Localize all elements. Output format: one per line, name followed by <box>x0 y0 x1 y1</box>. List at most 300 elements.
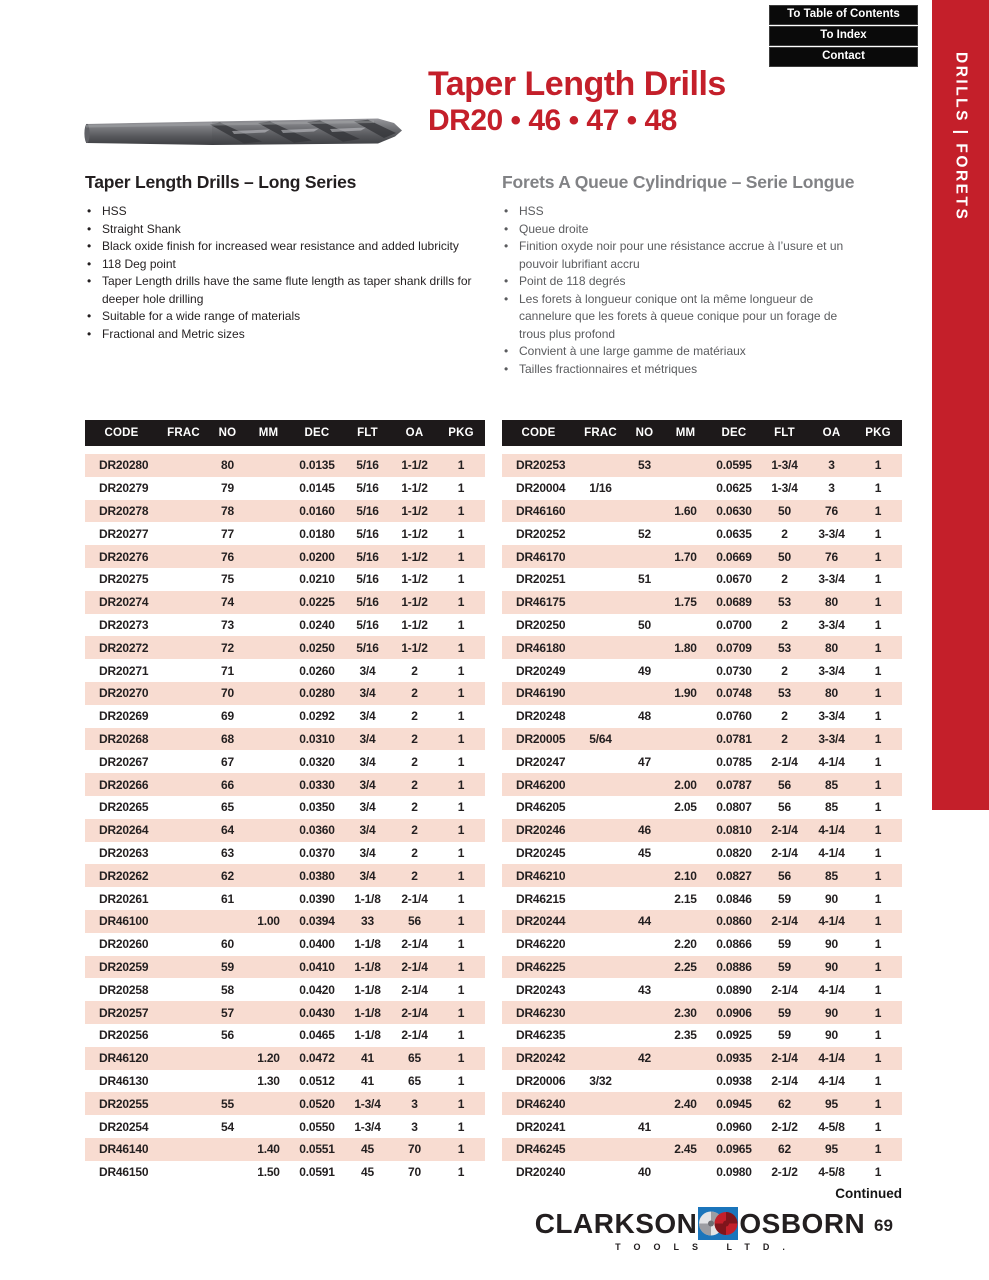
cell-code: DR46240 <box>516 1096 566 1111</box>
cell-code: DR46245 <box>516 1142 566 1157</box>
table-row <box>85 796 485 819</box>
cell-mm: 2.05 <box>674 800 697 815</box>
cell-oa: 2 <box>411 800 418 815</box>
cell-oa: 1-1/2 <box>401 526 428 541</box>
cell-no: 73 <box>221 617 234 632</box>
cell-oa: 65 <box>408 1073 421 1088</box>
cell-dec: 0.0550 <box>299 1119 335 1134</box>
table-row <box>85 522 485 545</box>
cell-flt: 50 <box>778 549 791 564</box>
cell-pkg: 1 <box>457 731 465 746</box>
table-row <box>85 773 485 796</box>
table-body <box>502 454 902 1184</box>
cell-no: 53 <box>638 458 651 473</box>
section-sidebar <box>932 0 989 810</box>
cell-mm: 2.15 <box>674 891 697 906</box>
cell-mm: 2.10 <box>674 868 697 883</box>
table-row <box>85 705 485 728</box>
cell-oa: 2 <box>411 845 418 860</box>
cell-pkg: 1 <box>874 1073 882 1088</box>
cell-no: 44 <box>638 914 651 929</box>
cell-pkg: 1 <box>874 686 882 701</box>
cell-no: 77 <box>221 526 234 541</box>
cell-no: 66 <box>221 777 234 792</box>
cell-code: DR46175 <box>516 595 566 610</box>
cell-no: 51 <box>638 572 651 587</box>
cell-no: 71 <box>221 663 234 678</box>
table-row <box>502 1001 902 1024</box>
cell-oa: 3 <box>411 1119 418 1134</box>
cell-flt: 3/4 <box>359 777 376 792</box>
cell-pkg: 1 <box>874 777 882 792</box>
cell-flt: 45 <box>361 1142 374 1157</box>
cell-oa: 3 <box>828 458 835 473</box>
cell-code: DR20005 <box>516 731 566 746</box>
cell-dec: 0.0210 <box>299 572 335 587</box>
cell-pkg: 1 <box>874 800 882 815</box>
cell-code: DR46100 <box>99 914 149 929</box>
cell-code: DR20263 <box>99 845 149 860</box>
column-header-dec: DEC <box>304 427 330 439</box>
cell-dec: 0.0260 <box>299 663 335 678</box>
cell-oa: 4-1/4 <box>818 1073 845 1088</box>
cell-code: DR46120 <box>99 1051 149 1066</box>
cell-oa: 90 <box>825 1028 838 1043</box>
cell-oa: 1-1/2 <box>401 503 428 518</box>
cell-code: DR20242 <box>516 1051 566 1066</box>
table-row <box>502 1024 902 1047</box>
cell-no: 59 <box>221 959 234 974</box>
cell-oa: 3-3/4 <box>818 526 845 541</box>
cell-flt: 62 <box>778 1096 791 1111</box>
table-row <box>85 1092 485 1115</box>
cell-flt: 5/16 <box>356 549 379 564</box>
cell-oa: 56 <box>408 914 421 929</box>
cell-code: DR20249 <box>516 663 566 678</box>
cell-oa: 65 <box>408 1051 421 1066</box>
sidebar-section-label: DRILLS | FORETS <box>952 52 970 222</box>
cell-pkg: 1 <box>874 549 882 564</box>
feature-bullet: • Taper Length drills have the same flute length as taper shank drills for deeper hole drilling <box>85 273 489 308</box>
page-title <box>428 66 726 137</box>
cell-oa: 90 <box>825 937 838 952</box>
column-header-dec: DEC <box>721 427 747 439</box>
cell-oa: 85 <box>825 868 838 883</box>
cell-flt: 1-1/8 <box>354 1028 381 1043</box>
feature-bullet: • Suitable for a wide range of materials <box>85 308 489 326</box>
cell-pkg: 1 <box>457 481 465 496</box>
cell-oa: 3 <box>828 481 835 496</box>
cell-code: DR20268 <box>99 731 149 746</box>
cell-dec: 0.0280 <box>299 686 335 701</box>
cell-no: 62 <box>221 868 234 883</box>
cell-oa: 1-1/2 <box>401 617 428 632</box>
feature-bullet: • Black oxide finish for increased wear resistance and added lubricity <box>85 238 489 256</box>
page-title-line2: DR20 • 46 • 47 • 48 <box>428 104 677 138</box>
cell-oa: 4-5/8 <box>818 1165 845 1180</box>
cell-flt: 3/4 <box>359 754 376 769</box>
cell-oa: 1-1/2 <box>401 549 428 564</box>
cell-pkg: 1 <box>874 617 882 632</box>
brand-logo-line <box>500 1207 900 1240</box>
cell-flt: 3/4 <box>359 709 376 724</box>
cell-pkg: 1 <box>457 823 465 838</box>
features-english-list <box>85 203 489 343</box>
cell-dec: 0.0360 <box>299 823 335 838</box>
cell-pkg: 1 <box>457 1142 465 1157</box>
cell-flt: 3/4 <box>359 663 376 678</box>
cell-flt: 53 <box>778 640 791 655</box>
cell-dec: 0.0225 <box>299 595 335 610</box>
table-row <box>502 956 902 979</box>
column-header-oa: OA <box>822 427 841 439</box>
cell-no: 69 <box>221 709 234 724</box>
cell-code: DR46235 <box>516 1028 566 1043</box>
table-row <box>502 887 902 910</box>
cell-oa: 70 <box>408 1142 421 1157</box>
cell-oa: 1-1/2 <box>401 481 428 496</box>
nav-button-contact[interactable]: Contact <box>769 47 918 67</box>
cell-flt: 1-1/8 <box>354 959 381 974</box>
cell-no: 76 <box>221 549 234 564</box>
cell-pkg: 1 <box>874 1119 882 1134</box>
cell-dec: 0.0810 <box>716 823 752 838</box>
feature-bullet: • Fractional and Metric sizes <box>85 326 489 344</box>
cell-dec: 0.0965 <box>716 1142 752 1157</box>
cell-dec: 0.0292 <box>299 709 335 724</box>
cell-code: DR20006 <box>516 1073 566 1088</box>
table-row <box>502 978 902 1001</box>
table-row <box>85 1070 485 1093</box>
cell-oa: 85 <box>825 800 838 815</box>
cell-oa: 2 <box>411 686 418 701</box>
cell-flt: 3/4 <box>359 868 376 883</box>
cell-dec: 0.0465 <box>299 1028 335 1043</box>
product-table-right <box>502 420 902 1184</box>
cell-dec: 0.0748 <box>716 686 752 701</box>
cell-code: DR20273 <box>99 617 149 632</box>
cell-code: DR20270 <box>99 686 149 701</box>
cell-code: DR20246 <box>516 823 566 838</box>
table-row <box>85 500 485 523</box>
cell-oa: 4-1/4 <box>818 914 845 929</box>
feature-bullet: • Point de 118 degrés <box>502 273 862 291</box>
cell-oa: 76 <box>825 503 838 518</box>
column-header-no: NO <box>218 427 237 439</box>
cell-pkg: 1 <box>874 1096 882 1111</box>
cell-flt: 3/4 <box>359 845 376 860</box>
cell-code: DR20004 <box>516 481 566 496</box>
cell-oa: 2-1/4 <box>401 959 428 974</box>
cell-pkg: 1 <box>457 617 465 632</box>
cell-pkg: 1 <box>874 640 882 655</box>
cell-no: 78 <box>221 503 234 518</box>
cell-flt: 1-1/8 <box>354 891 381 906</box>
table-row <box>85 614 485 637</box>
cell-pkg: 1 <box>874 868 882 883</box>
cell-no: 61 <box>221 891 234 906</box>
cell-no: 67 <box>221 754 234 769</box>
cell-flt: 62 <box>778 1142 791 1157</box>
drill-bit-photo <box>84 106 408 158</box>
cell-flt: 2-1/4 <box>771 845 798 860</box>
cell-code: DR20262 <box>99 868 149 883</box>
table-row <box>502 682 902 705</box>
cell-pkg: 1 <box>874 572 882 587</box>
cell-oa: 90 <box>825 891 838 906</box>
cell-code: DR20256 <box>99 1028 149 1043</box>
cell-dec: 0.0960 <box>716 1119 752 1134</box>
cell-flt: 2-1/4 <box>771 1051 798 1066</box>
cell-mm: 1.70 <box>674 549 697 564</box>
table-row <box>502 454 902 477</box>
cell-flt: 1-3/4 <box>771 458 798 473</box>
cell-dec: 0.0330 <box>299 777 335 792</box>
product-table-left <box>85 420 485 1184</box>
table-row <box>85 591 485 614</box>
cell-oa: 1-1/2 <box>401 595 428 610</box>
column-header-frac: FRAC <box>584 427 617 439</box>
cell-dec: 0.0595 <box>716 458 752 473</box>
feature-bullet: • 118 Deg point <box>85 256 489 274</box>
cell-pkg: 1 <box>457 1073 465 1088</box>
cell-oa: 1-1/2 <box>401 572 428 587</box>
cell-flt: 3/4 <box>359 800 376 815</box>
cell-no: 57 <box>221 1005 234 1020</box>
cell-pkg: 1 <box>457 982 465 997</box>
table-row <box>502 1161 902 1184</box>
table-row <box>502 1138 902 1161</box>
cell-pkg: 1 <box>874 595 882 610</box>
cell-dec: 0.0512 <box>299 1073 335 1088</box>
cell-dec: 0.0430 <box>299 1005 335 1020</box>
cell-flt: 2-1/4 <box>771 823 798 838</box>
cell-no: 49 <box>638 663 651 678</box>
cell-pkg: 1 <box>874 663 882 678</box>
table-row <box>502 705 902 728</box>
nav-button-to-index[interactable]: To Index <box>769 26 918 46</box>
cell-oa: 95 <box>825 1142 838 1157</box>
cell-pkg: 1 <box>874 1028 882 1043</box>
cell-no: 56 <box>221 1028 234 1043</box>
table-row <box>85 1161 485 1184</box>
cell-no: 48 <box>638 709 651 724</box>
cell-code: DR46150 <box>99 1165 149 1180</box>
table-row <box>502 750 902 773</box>
cell-pkg: 1 <box>457 686 465 701</box>
cell-pkg: 1 <box>457 458 465 473</box>
cell-dec: 0.0709 <box>716 640 752 655</box>
cell-pkg: 1 <box>874 458 882 473</box>
nav-button-to-table-of-contents[interactable]: To Table of Contents <box>769 5 918 25</box>
table-row <box>85 819 485 842</box>
cell-dec: 0.0925 <box>716 1028 752 1043</box>
cell-flt: 56 <box>778 868 791 883</box>
cell-pkg: 1 <box>457 1165 465 1180</box>
cell-pkg: 1 <box>457 1119 465 1134</box>
cell-oa: 2 <box>411 663 418 678</box>
brand-subtitle: TOOLS LTD. <box>615 1242 798 1252</box>
cell-no: 42 <box>638 1051 651 1066</box>
cell-oa: 2 <box>411 754 418 769</box>
cell-no: 52 <box>638 526 651 541</box>
cell-code: DR20250 <box>516 617 566 632</box>
cell-code: DR20272 <box>99 640 149 655</box>
cell-pkg: 1 <box>457 914 465 929</box>
cell-flt: 2 <box>781 663 788 678</box>
table-row <box>85 728 485 751</box>
column-header-mm: MM <box>258 427 279 439</box>
cell-code: DR20245 <box>516 845 566 860</box>
cell-oa: 70 <box>408 1165 421 1180</box>
column-header-code: CODE <box>521 427 556 439</box>
table-header-row <box>85 420 485 446</box>
cell-mm: 2.35 <box>674 1028 697 1043</box>
cell-flt: 2-1/2 <box>771 1165 798 1180</box>
cell-code: DR20251 <box>516 572 566 587</box>
cell-oa: 3-3/4 <box>818 663 845 678</box>
cell-oa: 4-1/4 <box>818 982 845 997</box>
cell-dec: 0.0400 <box>299 937 335 952</box>
brand-pinwheel-icon <box>698 1207 738 1240</box>
cell-flt: 59 <box>778 937 791 952</box>
cell-code: DR46205 <box>516 800 566 815</box>
cell-code: DR20257 <box>99 1005 149 1020</box>
cell-dec: 0.0420 <box>299 982 335 997</box>
cell-flt: 3/4 <box>359 686 376 701</box>
cell-dec: 0.0145 <box>299 481 335 496</box>
cell-code: DR20274 <box>99 595 149 610</box>
table-row <box>502 796 902 819</box>
cell-pkg: 1 <box>874 1142 882 1157</box>
cell-pkg: 1 <box>457 640 465 655</box>
table-row <box>502 1115 902 1138</box>
cell-flt: 59 <box>778 891 791 906</box>
feature-bullet: • Finition oxyde noir pour une résistance accrue à l’usure et un pouvoir lubrifiant accru <box>502 238 862 273</box>
cell-dec: 0.0938 <box>716 1073 752 1088</box>
cell-code: DR20248 <box>516 709 566 724</box>
cell-pkg: 1 <box>874 1165 882 1180</box>
features-french <box>502 172 862 378</box>
cell-dec: 0.0160 <box>299 503 335 518</box>
table-row <box>502 545 902 568</box>
cell-dec: 0.0625 <box>716 481 752 496</box>
cell-flt: 1-3/4 <box>771 481 798 496</box>
cell-oa: 80 <box>825 640 838 655</box>
cell-dec: 0.0860 <box>716 914 752 929</box>
cell-code: DR20247 <box>516 754 566 769</box>
cell-dec: 0.0320 <box>299 754 335 769</box>
cell-flt: 2-1/4 <box>771 982 798 997</box>
cell-dec: 0.0670 <box>716 572 752 587</box>
cell-flt: 3/4 <box>359 731 376 746</box>
cell-oa: 4-1/4 <box>818 1051 845 1066</box>
cell-dec: 0.0700 <box>716 617 752 632</box>
cell-dec: 0.0781 <box>716 731 752 746</box>
cell-dec: 0.0820 <box>716 845 752 860</box>
cell-pkg: 1 <box>874 914 882 929</box>
cell-no: 50 <box>638 617 651 632</box>
cell-pkg: 1 <box>874 959 882 974</box>
cell-dec: 0.0827 <box>716 868 752 883</box>
table-row <box>85 978 485 1001</box>
cell-pkg: 1 <box>457 549 465 564</box>
cell-oa: 1-1/2 <box>401 640 428 655</box>
cell-pkg: 1 <box>874 481 882 496</box>
table-row <box>85 568 485 591</box>
cell-no: 41 <box>638 1119 651 1134</box>
table-row <box>85 1047 485 1070</box>
table-row <box>502 636 902 659</box>
cell-flt: 3/4 <box>359 823 376 838</box>
cell-pkg: 1 <box>874 731 882 746</box>
cell-no: 63 <box>221 845 234 860</box>
feature-bullet: • Queue droite <box>502 221 862 239</box>
table-row <box>85 682 485 705</box>
cell-mm: 1.90 <box>674 686 697 701</box>
cell-oa: 90 <box>825 1005 838 1020</box>
cell-no: 43 <box>638 982 651 997</box>
cell-flt: 50 <box>778 503 791 518</box>
cell-oa: 2 <box>411 823 418 838</box>
cell-flt: 1-1/8 <box>354 982 381 997</box>
table-row <box>85 1138 485 1161</box>
cell-dec: 0.0180 <box>299 526 335 541</box>
cell-code: DR20269 <box>99 709 149 724</box>
cell-oa: 2 <box>411 868 418 883</box>
cell-no: 70 <box>221 686 234 701</box>
table-header-row <box>502 420 902 446</box>
cell-pkg: 1 <box>457 868 465 883</box>
cell-dec: 0.0935 <box>716 1051 752 1066</box>
cell-mm: 1.40 <box>257 1142 280 1157</box>
cell-flt: 2-1/4 <box>771 754 798 769</box>
cell-dec: 0.0380 <box>299 868 335 883</box>
cell-dec: 0.0689 <box>716 595 752 610</box>
cell-oa: 3-3/4 <box>818 572 845 587</box>
table-row <box>502 864 902 887</box>
cell-dec: 0.0410 <box>299 959 335 974</box>
cell-no: 75 <box>221 572 234 587</box>
cell-flt: 41 <box>361 1051 374 1066</box>
column-header-oa: OA <box>405 427 424 439</box>
table-row <box>85 636 485 659</box>
cell-flt: 59 <box>778 1028 791 1043</box>
cell-dec: 0.0635 <box>716 526 752 541</box>
cell-flt: 1-3/4 <box>354 1119 381 1134</box>
cell-code: DR46160 <box>516 503 566 518</box>
cell-pkg: 1 <box>457 572 465 587</box>
cell-oa: 3 <box>411 1096 418 1111</box>
table-row <box>85 956 485 979</box>
cell-oa: 4-1/4 <box>818 823 845 838</box>
cell-flt: 2 <box>781 617 788 632</box>
cell-mm: 1.80 <box>674 640 697 655</box>
cell-no: 68 <box>221 731 234 746</box>
cell-frac: 5/64 <box>589 731 612 746</box>
cell-oa: 2 <box>411 777 418 792</box>
feature-bullet: • HSS <box>85 203 489 221</box>
cell-code: DR20279 <box>99 481 149 496</box>
table-row <box>502 568 902 591</box>
cell-dec: 0.0394 <box>299 914 335 929</box>
cell-flt: 2 <box>781 572 788 587</box>
cell-oa: 2-1/4 <box>401 1028 428 1043</box>
cell-code: DR20267 <box>99 754 149 769</box>
page-title-line1: Taper Length Drills <box>428 65 726 103</box>
table-row <box>502 1092 902 1115</box>
cell-mm: 2.25 <box>674 959 697 974</box>
